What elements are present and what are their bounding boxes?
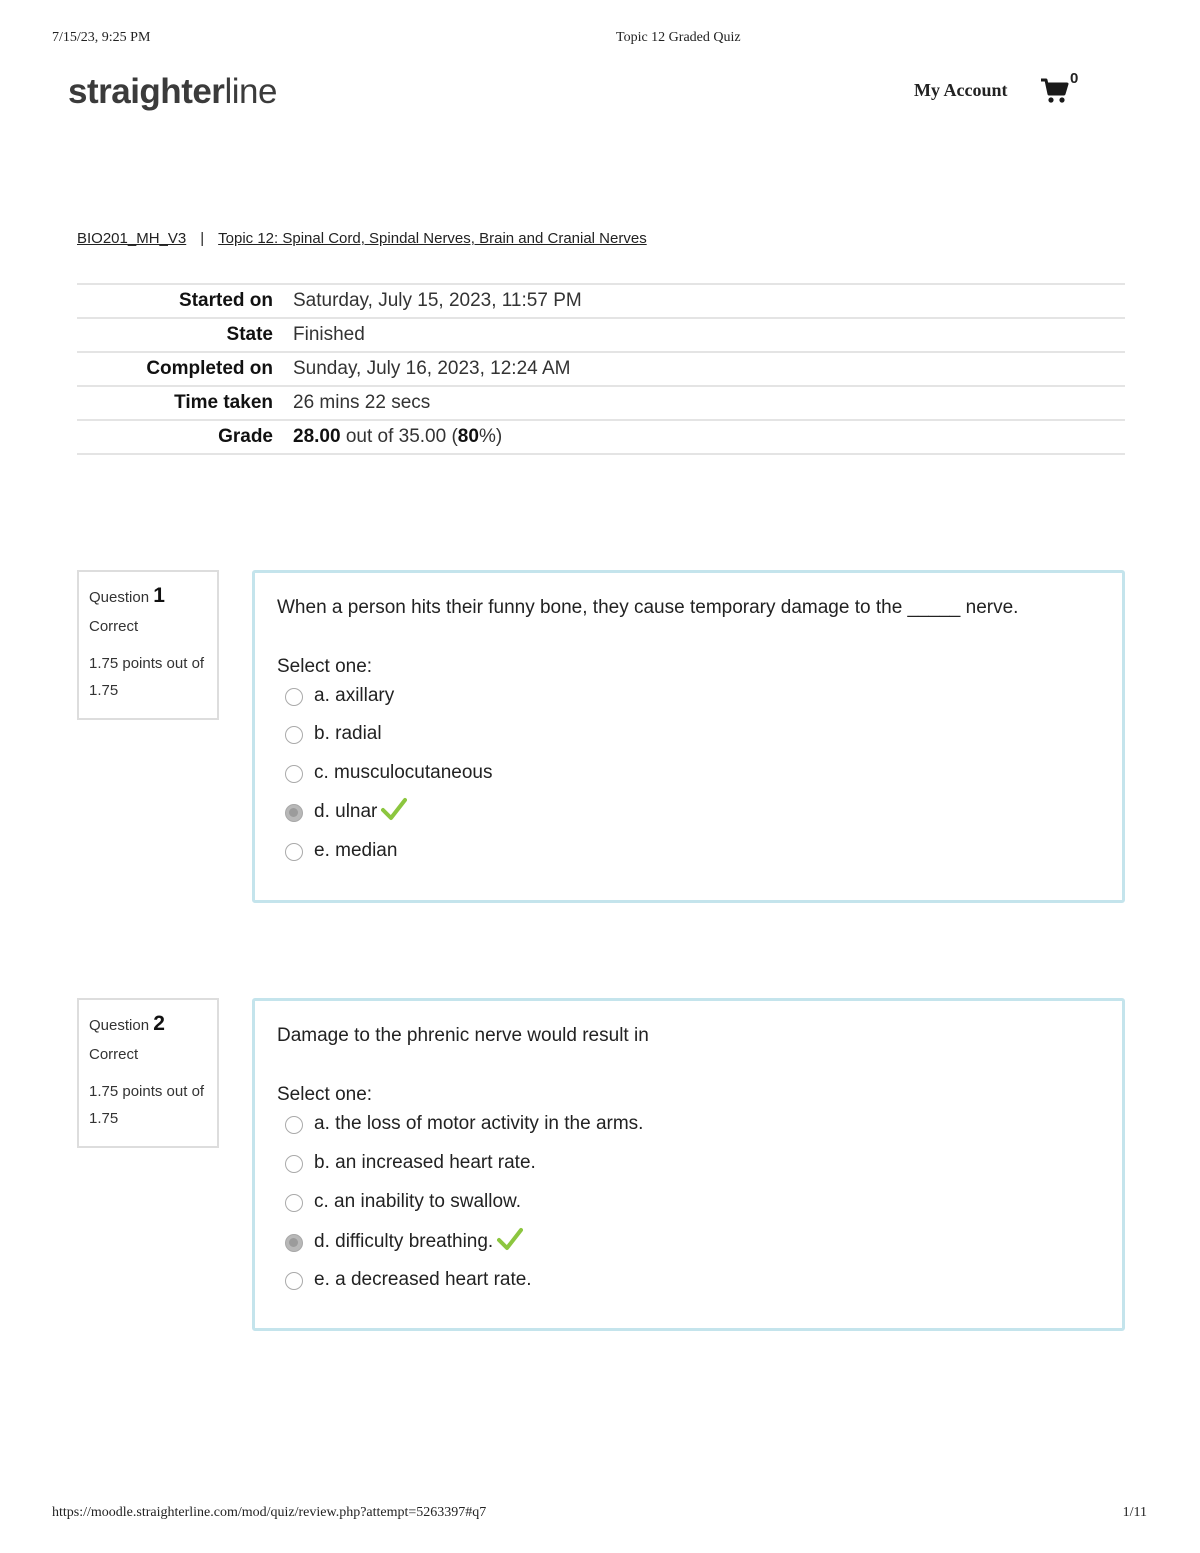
- answer-label-wrap: [314, 1231, 523, 1253]
- answer-label: e. a decreased heart rate.: [314, 1269, 532, 1290]
- grade-value: [283, 420, 1125, 454]
- logo-light-text: line: [224, 72, 277, 111]
- cart-icon[interactable]: [1040, 76, 1070, 106]
- print-header: [0, 30, 1200, 50]
- time-taken-value: 26 mins 22 secs: [293, 392, 431, 413]
- radio-button[interactable]: [285, 1272, 303, 1290]
- question-state: Correct: [89, 618, 139, 635]
- my-account-link[interactable]: My Account: [914, 80, 1008, 100]
- breadcrumb-separator: |: [200, 230, 205, 247]
- select-one-prompt: Select one:: [277, 656, 373, 677]
- answer-label: c. musculocutaneous: [314, 762, 493, 783]
- print-title: Topic 12 Graded Quiz: [616, 30, 741, 45]
- grade-score: 28.00: [293, 426, 341, 447]
- answer-label: e. median: [314, 840, 398, 861]
- question-1-info: [77, 570, 219, 720]
- grade-percent: 80: [457, 426, 479, 447]
- radio-button-checked[interactable]: [285, 804, 303, 822]
- question-text: When a person hits their funny bone, they cause temporary damage to the _____ nerve.: [277, 597, 1019, 618]
- summary-row-started: [77, 284, 1125, 318]
- summary-row-completed: [77, 352, 1125, 386]
- question-number-value: 1: [153, 584, 165, 607]
- cart-count-badge: 0: [1070, 70, 1079, 87]
- answer-label: b. radial: [314, 723, 382, 744]
- answer-label: a. axillary: [314, 685, 395, 706]
- question-2-info: [77, 998, 219, 1148]
- completed-on-value: Sunday, July 16, 2023, 12:24 AM: [293, 358, 571, 379]
- print-url: https://moodle.straighterline.com/mod/quiz/review.php?attempt=5263397#q7: [52, 1505, 487, 1520]
- print-page-number: 1/11: [1122, 1505, 1147, 1520]
- grade-suffix: %): [478, 426, 503, 447]
- radio-button[interactable]: [285, 843, 303, 861]
- logo-bold-text: straighter: [68, 72, 225, 111]
- answer-label: d. ulnar: [314, 801, 378, 822]
- question-2-content: [252, 998, 1125, 1331]
- radio-button[interactable]: [285, 1116, 303, 1134]
- started-on-label: Started on: [179, 290, 273, 311]
- answer-label: b. an increased heart rate.: [314, 1152, 536, 1173]
- answer-label-wrap: [314, 801, 407, 823]
- question-text: Damage to the phrenic nerve would result in: [277, 1025, 649, 1046]
- question-number: [89, 1012, 207, 1036]
- answer-label: a. the loss of motor activity in the arms.: [314, 1113, 644, 1134]
- summary-row-grade: [77, 420, 1125, 454]
- correct-checkmark-icon: [381, 796, 407, 822]
- radio-button-checked[interactable]: [285, 1234, 303, 1252]
- question-grade: 1.75 points out of 1.75: [89, 655, 205, 699]
- breadcrumb-course-link[interactable]: BIO201_MH_V3: [77, 230, 187, 247]
- print-datetime: 7/15/23, 9:25 PM: [52, 30, 151, 45]
- correct-checkmark-icon: [497, 1226, 523, 1252]
- radio-button[interactable]: [285, 1155, 303, 1173]
- completed-on-label: Completed on: [146, 358, 273, 379]
- time-taken-label: Time taken: [174, 392, 273, 413]
- grade-out-of: out of 35.00 (: [340, 426, 458, 447]
- question-state: Correct: [89, 1046, 139, 1063]
- question-label: Question: [89, 589, 150, 606]
- state-value: Finished: [293, 324, 365, 345]
- question-number: [89, 584, 207, 608]
- question-number-value: 2: [153, 1012, 165, 1035]
- summary-row-state: [77, 318, 1125, 352]
- grade-label: Grade: [218, 426, 273, 447]
- answer-label: d. difficulty breathing.: [314, 1231, 494, 1252]
- radio-button[interactable]: [285, 765, 303, 783]
- radio-button[interactable]: [285, 726, 303, 744]
- radio-button[interactable]: [285, 688, 303, 706]
- question-grade: 1.75 points out of 1.75: [89, 1083, 205, 1127]
- straighterline-logo[interactable]: [68, 72, 277, 112]
- state-label: State: [226, 324, 273, 345]
- print-footer: [0, 1505, 1200, 1525]
- summary-row-time: [77, 386, 1125, 420]
- answer-label: c. an inability to swallow.: [314, 1191, 521, 1212]
- radio-button[interactable]: [285, 1194, 303, 1212]
- question-label: Question: [89, 1017, 150, 1034]
- attempt-summary-table: [77, 283, 1125, 455]
- select-one-prompt: Select one:: [277, 1084, 373, 1105]
- breadcrumb-topic-link[interactable]: Topic 12: Spinal Cord, Spindal Nerves, Brain and Cranial Nerves: [218, 230, 647, 247]
- started-on-value: Saturday, July 15, 2023, 11:57 PM: [293, 290, 582, 311]
- breadcrumb: [77, 230, 647, 247]
- question-1-content: [252, 570, 1125, 903]
